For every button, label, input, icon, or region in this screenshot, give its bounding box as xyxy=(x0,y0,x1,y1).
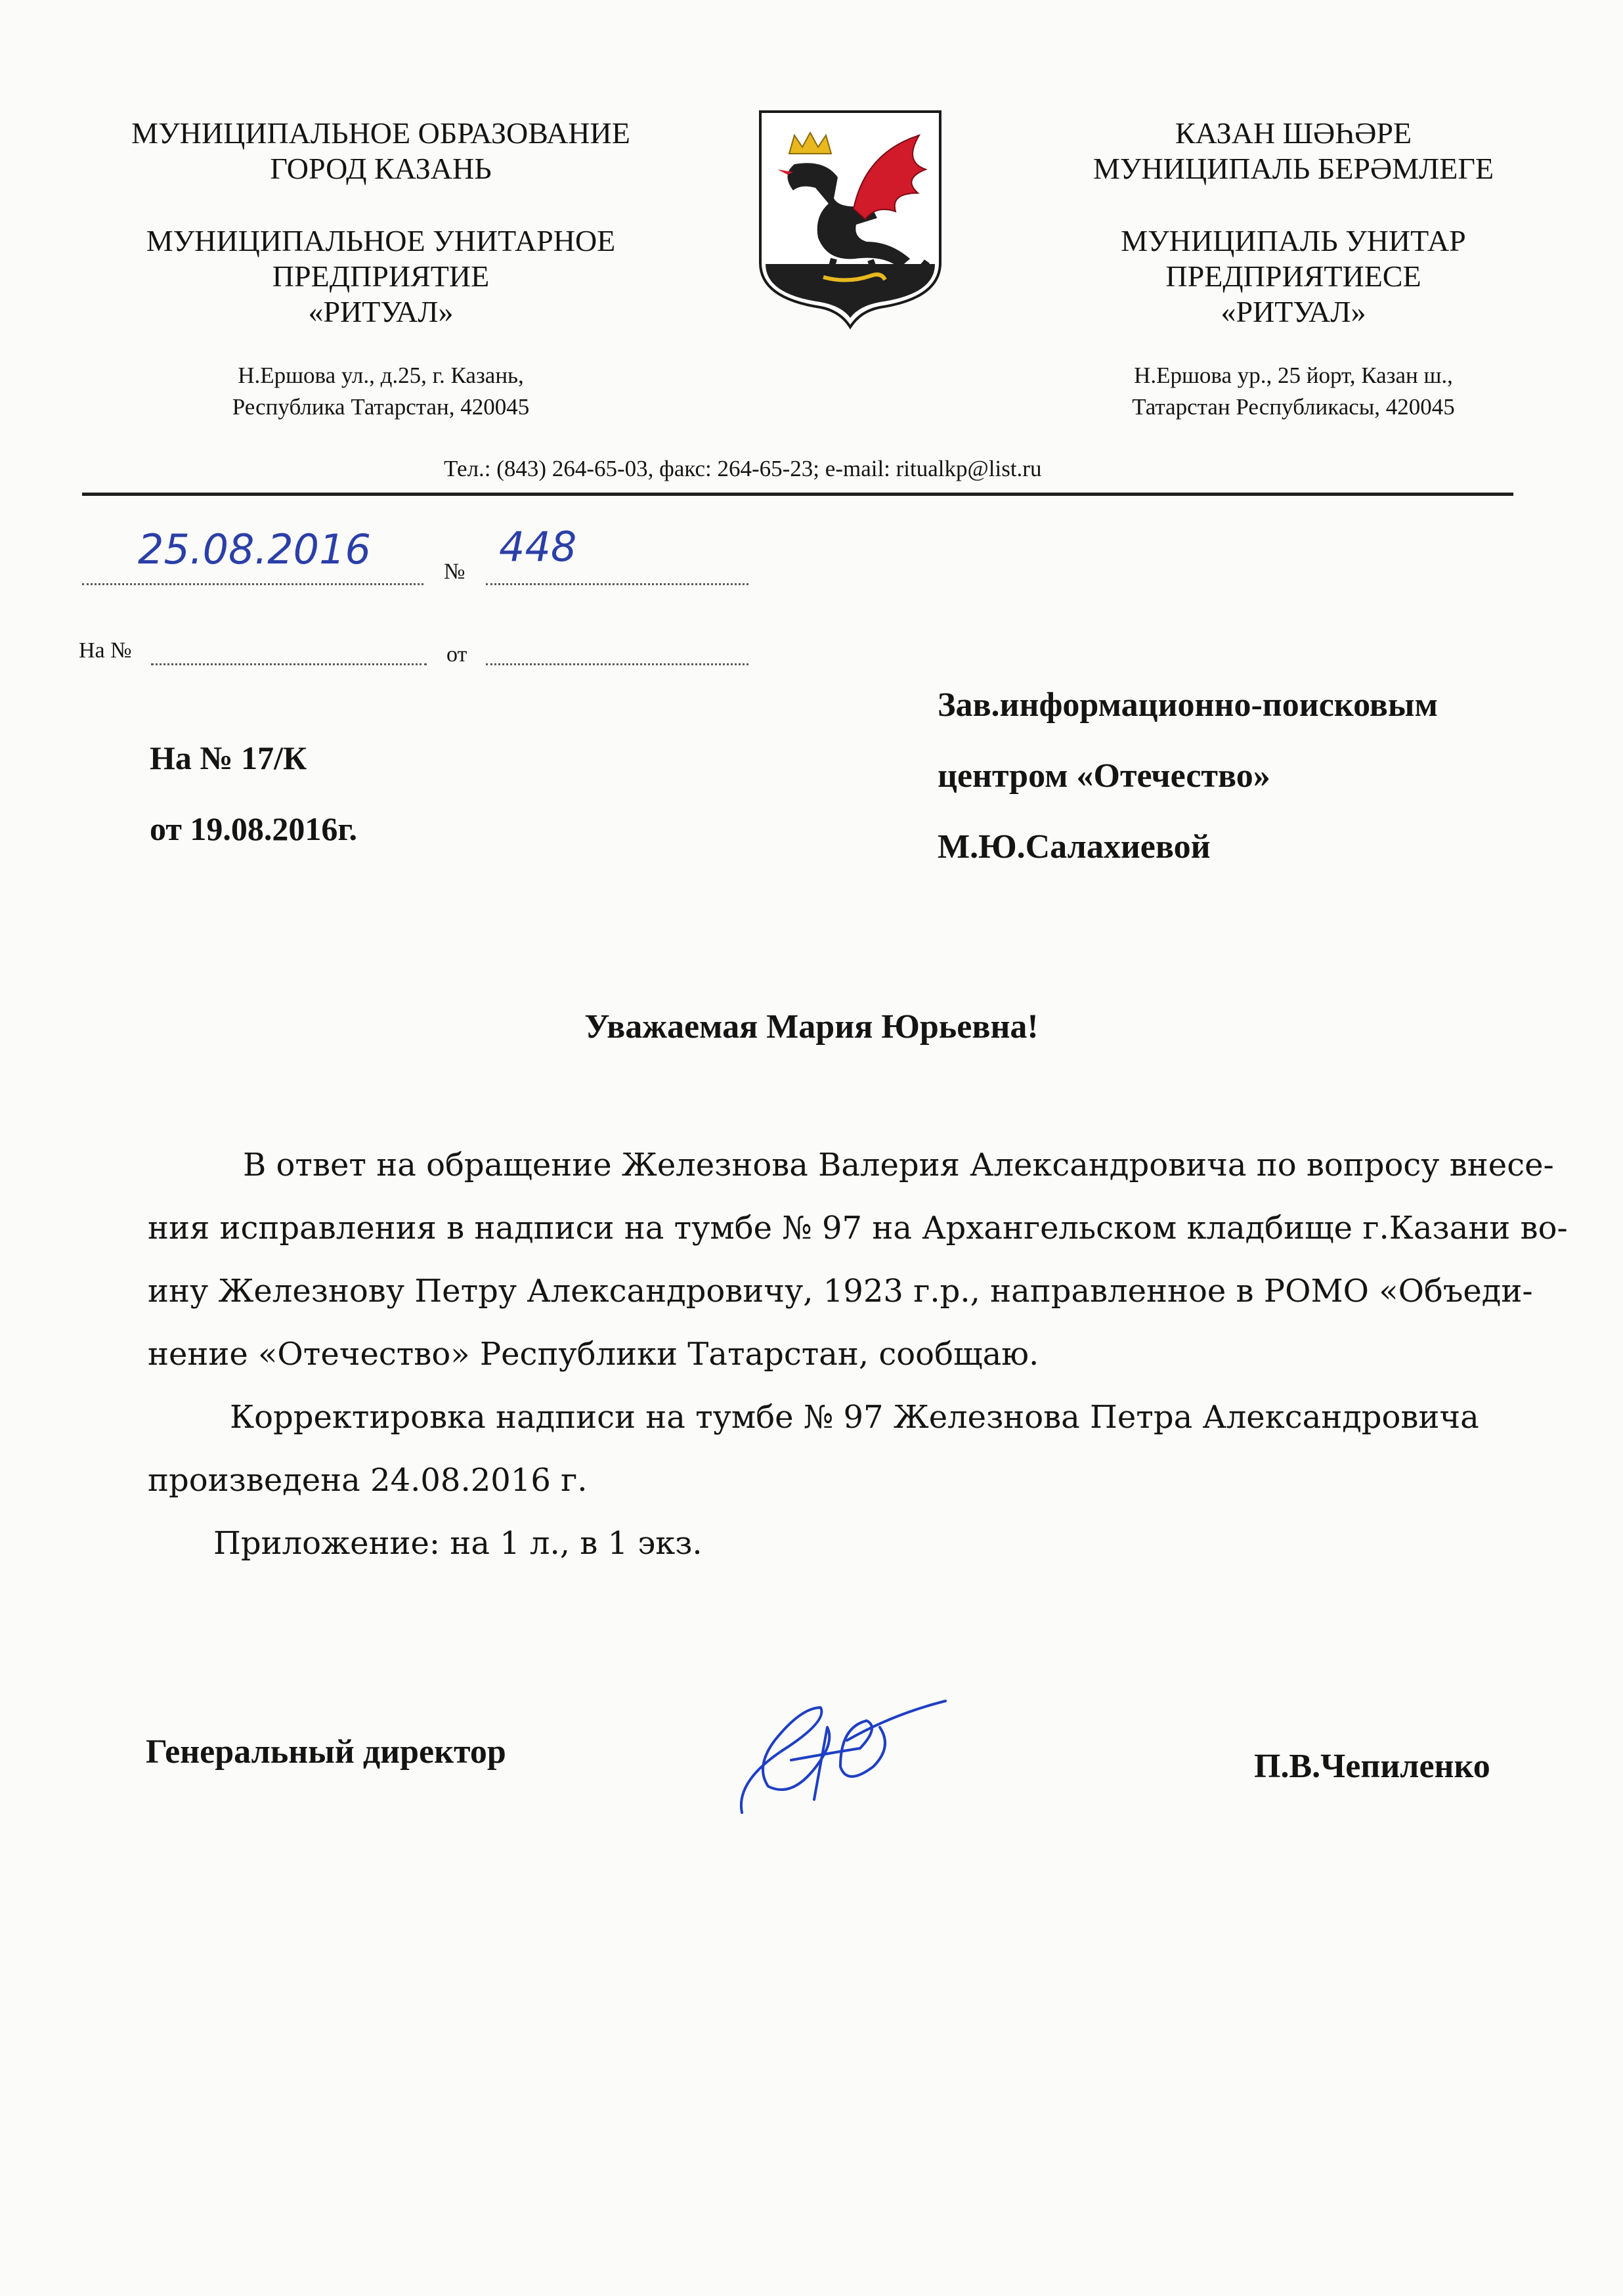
header-divider xyxy=(82,493,1513,496)
greeting: Уважаемая Мария Юрьевна! xyxy=(584,1008,1039,1046)
header-left-ent-line2: ПРЕДПРИЯТИЕ xyxy=(272,259,490,293)
header-left-ent-line1: МУНИЦИПАЛЬНОЕ УНИТАРНОЕ xyxy=(146,224,616,257)
recipient-block xyxy=(938,670,1438,883)
body-p2-line2: произведена 24.08.2016 г. xyxy=(148,1462,588,1499)
outgoing-number-handwritten: 448 xyxy=(499,523,577,571)
header-right-address xyxy=(1005,360,1582,423)
header-right-org xyxy=(1005,116,1582,187)
header-left-org-line2: ГОРОД КАЗАНЬ xyxy=(270,152,492,185)
letter-body xyxy=(148,1134,1568,1575)
header-right-addr-line1: Н.Ершова ур., 25 йорт, Казан ш., xyxy=(1134,363,1453,388)
body-p1-line3: ину Железнову Петру Александровичу, 1923 г.р., направленное в РОМО «Объеди- xyxy=(148,1273,1533,1310)
header-right-addr-line2: Татарстан Республикасы, 420045 xyxy=(1132,394,1455,420)
body-p3-line1: Приложение: на 1 л., в 1 экз. xyxy=(213,1525,703,1562)
in-reply-label: На № xyxy=(79,638,132,663)
header-left-ent-line3: «РИТУАЛ» xyxy=(308,295,454,328)
header-left-org xyxy=(92,116,670,187)
outgoing-number-label: № xyxy=(444,560,465,584)
outgoing-date-handwritten: 25.08.2016 xyxy=(138,525,371,573)
kazan-coat-of-arms-icon xyxy=(755,106,945,330)
handwritten-signature xyxy=(729,1688,952,1826)
in-reply-from-label: от xyxy=(446,642,467,667)
header-right-enterprise xyxy=(1005,223,1582,330)
header-left-enterprise xyxy=(92,223,670,330)
body-p1-line1: В ответ на обращение Железнова Валерия Александровича по вопросу внесе- xyxy=(243,1147,1554,1183)
recipient-line3: М.Ю.Салахиевой xyxy=(938,828,1211,866)
header-left-addr-line2: Республика Татарстан, 420045 xyxy=(232,394,530,420)
header-right-ent-line2: ПРЕДПРИЯТИЕСЕ xyxy=(1165,259,1421,293)
outgoing-date-line xyxy=(82,583,423,585)
reference-line2: от 19.08.2016г. xyxy=(150,810,357,847)
body-p1-line4: нение «Отечество» Республики Татарстан, сообщаю. xyxy=(148,1336,1039,1373)
header-right-org-line1: КАЗАН ШӘҺӘРЕ xyxy=(1175,116,1412,150)
header-left-addr-line1: Н.Ершова ул., д.25, г. Казань, xyxy=(238,363,524,388)
recipient-line1: Зав.информационно-поисковым xyxy=(938,686,1438,724)
in-reply-from-line xyxy=(486,663,748,665)
body-p2-line1: Корректировка надписи на тумбе № 97 Железнова Петра Александровича xyxy=(230,1399,1479,1436)
outgoing-number-line xyxy=(486,583,748,585)
reference-block xyxy=(150,722,357,864)
header-contacts: Тел.: (843) 264-65-03, факс: 264-65-23; e-mail: ritualkp@list.ru xyxy=(444,456,1042,481)
header-right-ent-line1: МУНИЦИПАЛЬ УНИТАР xyxy=(1121,224,1466,257)
header-right-org-line2: МУНИЦИПАЛЬ БЕРӘМЛЕГЕ xyxy=(1093,152,1494,185)
signatory-title: Генеральный директор xyxy=(146,1733,506,1771)
in-reply-line xyxy=(151,663,427,665)
body-p1-line2: ния исправления в надписи на тумбе № 97 на Архангельском кладбище г.Казани во- xyxy=(148,1210,1568,1247)
header-right-ent-line3: «РИТУАЛ» xyxy=(1221,295,1366,328)
reference-line1: На № 17/К xyxy=(150,740,307,776)
recipient-line2: центром «Отечество» xyxy=(938,757,1270,795)
header-left-address xyxy=(92,360,670,423)
header-left-org-line1: МУНИЦИПАЛЬНОЕ ОБРАЗОВАНИЕ xyxy=(131,116,630,150)
signatory-name: П.В.Чепиленко xyxy=(1254,1748,1490,1785)
